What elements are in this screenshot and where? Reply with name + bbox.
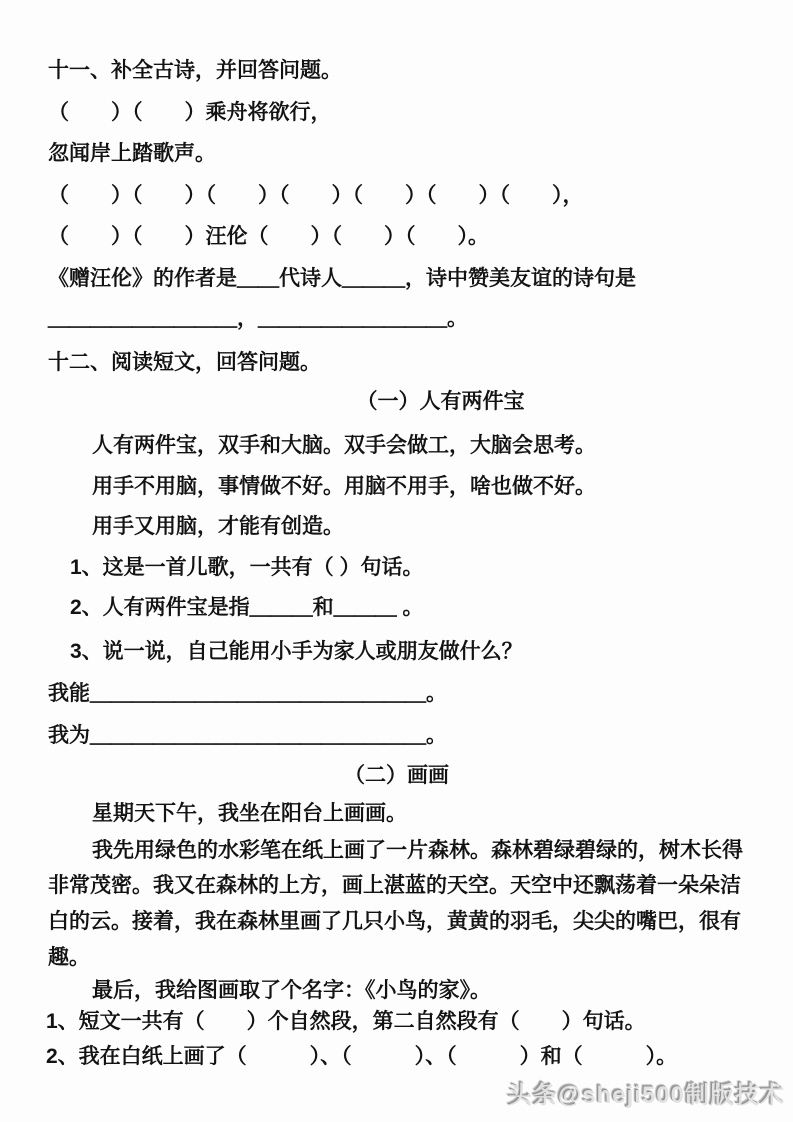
poem-line-2: 忽闻岸上踏歌声。 — [48, 142, 216, 165]
passage-1-question-2: 2、人有两件宝是指＿＿＿和＿＿＿ 。 — [70, 596, 424, 619]
passage-1-question-3: 3、说一说，自己能用小手为家人或朋友做什么？ — [70, 640, 523, 663]
passage-2-question-2: 2、我在白纸上画了（ ）、（ ）、（ ）和（ ）。 — [46, 1045, 678, 1068]
poem-blank-line-1: （ ）（ ）乘舟将欲行， — [48, 101, 332, 124]
passage-1-body-line: 人有两件宝，双手和大脑。双手会做工，大脑会思考。 — [92, 434, 596, 457]
verse-fill-line: ＿＿＿＿＿＿＿＿＿，＿＿＿＿＿＿＿＿＿。 — [48, 307, 468, 330]
passage-2-body-line: 非常茂密。我又在森林的上方，画上湛蓝的天空。天空中还飘荡着一朵朵洁 — [48, 874, 741, 897]
section-12-heading: 十二、阅读短文，回答问题。 — [48, 351, 321, 374]
passage-2-body-line: 星期天下午，我坐在阳台上画画。 — [92, 802, 407, 825]
passage-1-body-line: 用手不用脑，事情做不好。用脑不用手，啥也做不好。 — [92, 475, 596, 498]
answer-blank-line-1: 我能＿＿＿＿＿＿＿＿＿＿＿＿＿＿＿＿。 — [48, 682, 447, 705]
watermark-text: 头条@sheji500制版技术 — [507, 1082, 785, 1109]
passage-2-body-line: 最后，我给图画取了个名字：《小鸟的家》。 — [92, 979, 491, 1002]
poem-blank-line-3: （ ）（ ）（ ）（ ）（ ）（ ）（ ）， — [48, 184, 584, 207]
answer-blank-line-2: 我为＿＿＿＿＿＿＿＿＿＿＿＿＿＿＿＿。 — [48, 724, 447, 747]
passage-1-title: （一）人有两件宝 — [356, 390, 525, 413]
passage-2-body-line: 趣。 — [48, 946, 90, 969]
author-fill-line: 《赠汪伦》的作者是＿＿代诗人＿＿＿，诗中赞美友谊的诗句是 — [48, 267, 636, 290]
passage-1-question-1: 1、这是一首儿歌，一共有（ ）句话。 — [70, 556, 424, 579]
passage-1-body-line: 用手又用脑，才能有创造。 — [92, 515, 344, 538]
passage-2-question-1: 1、短文一共有（ ）个自然段，第二自然段有（ ）句话。 — [46, 1010, 646, 1033]
section-11-heading: 十一、补全古诗，并回答问题。 — [48, 59, 342, 82]
poem-blank-line-4: （ ）（ ）汪伦（ ）（ ）（ ）。 — [48, 225, 489, 248]
passage-2-title: （二）画画 — [344, 764, 449, 787]
passage-2-body-line: 白的云。接着，我在森林里画了几只小鸟，黄黄的羽毛，尖尖的嘴巴，很有 — [48, 910, 741, 933]
passage-2-body-line: 我先用绿色的水彩笔在纸上画了一片森林。森林碧绿碧绿的，树木长得 — [92, 839, 743, 862]
